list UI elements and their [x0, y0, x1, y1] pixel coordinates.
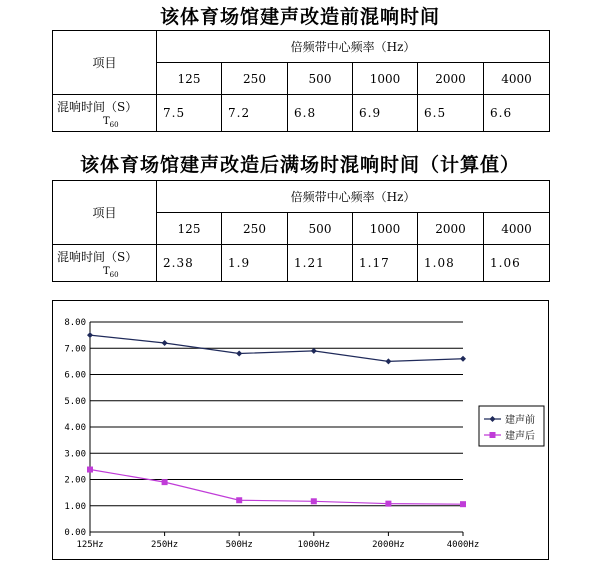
freq-cell: 2000 — [418, 63, 484, 95]
x-tick-label: 4000Hz — [446, 540, 480, 550]
freq-cell: 125 — [157, 63, 222, 95]
data-point — [311, 498, 317, 504]
band-header: 倍频带中心频率（Hz） — [157, 31, 550, 63]
legend-label: 建声前 — [505, 415, 535, 426]
value-cell: 1.17 — [353, 245, 418, 282]
freq-cell: 4000 — [484, 63, 550, 95]
value-cell: 1.08 — [418, 245, 484, 282]
freq-cell: 4000 — [484, 213, 550, 245]
data-point — [162, 479, 168, 485]
value-cell: 7.2 — [222, 95, 288, 132]
freq-cell: 500 — [288, 213, 353, 245]
legend-label: 建声后 — [505, 431, 535, 442]
y-tick-label: 6.00 — [64, 370, 86, 381]
data-point — [162, 340, 168, 346]
data-point — [460, 356, 466, 362]
data-point — [385, 501, 391, 507]
data-point — [236, 497, 242, 503]
freq-cell: 125 — [157, 213, 222, 245]
y-tick-label: 2.00 — [64, 475, 86, 486]
table-after — [52, 180, 550, 282]
freq-cell: 1000 — [353, 63, 418, 95]
freq-cell: 250 — [222, 213, 288, 245]
y-tick-label: 1.00 — [64, 501, 86, 512]
legend-marker — [490, 432, 496, 438]
freq-cell: 2000 — [418, 213, 484, 245]
row-sublabel: $T_{60}$ — [103, 266, 119, 279]
value-cell: 6.8 — [288, 95, 353, 132]
value-cell: 7.5 — [157, 95, 222, 132]
row-sublabel: $T_{60}$ — [103, 116, 119, 129]
table-before-title: 该体育场馆建声改造前混响时间 — [159, 6, 440, 28]
freq-cell: 250 — [222, 63, 288, 95]
value-cell: 6.9 — [353, 95, 418, 132]
data-point — [311, 348, 317, 354]
value-cell: 6.6 — [484, 95, 550, 132]
data-point — [87, 467, 93, 473]
x-tick-label: 250Hz — [151, 540, 179, 550]
freq-cell: 500 — [288, 63, 353, 95]
series-line-1 — [90, 470, 463, 505]
band-header: 倍频带中心频率（Hz） — [157, 181, 550, 213]
item-header: 项目 — [53, 181, 157, 245]
value-cell: 1.21 — [288, 245, 353, 282]
y-tick-label: 8.00 — [64, 318, 86, 328]
data-point — [87, 332, 93, 338]
row-label-text: 混响时间（S） — [57, 100, 138, 114]
x-tick-label: 125Hz — [76, 540, 104, 550]
y-tick-label: 0.00 — [64, 528, 86, 538]
y-tick-label: 3.00 — [64, 449, 86, 460]
y-tick-label: 5.00 — [64, 396, 86, 407]
value-cell: 6.5 — [418, 95, 484, 132]
x-tick-label: 500Hz — [225, 540, 253, 550]
y-tick-label: 4.00 — [64, 423, 86, 433]
row-label — [53, 245, 157, 282]
freq-cell: 1000 — [353, 213, 418, 245]
data-point — [385, 358, 391, 364]
value-cell: 1.9 — [222, 245, 288, 282]
data-point — [460, 501, 466, 507]
item-header: 项目 — [53, 31, 157, 95]
chart-frame — [52, 300, 549, 560]
reverb-chart — [53, 301, 548, 559]
table-after-title: 该体育场馆建声改造后满场时混响时间（计算值） — [79, 154, 520, 176]
y-tick-label: 7.00 — [64, 344, 86, 355]
row-label-text: 混响时间（S） — [57, 250, 138, 264]
value-cell: 2.38 — [157, 245, 222, 282]
x-tick-label: 1000Hz — [297, 540, 331, 550]
row-label — [53, 95, 157, 132]
value-cell: 1.06 — [484, 245, 550, 282]
data-point — [236, 351, 242, 357]
x-tick-label: 2000Hz — [372, 540, 405, 550]
table-before — [52, 30, 550, 132]
